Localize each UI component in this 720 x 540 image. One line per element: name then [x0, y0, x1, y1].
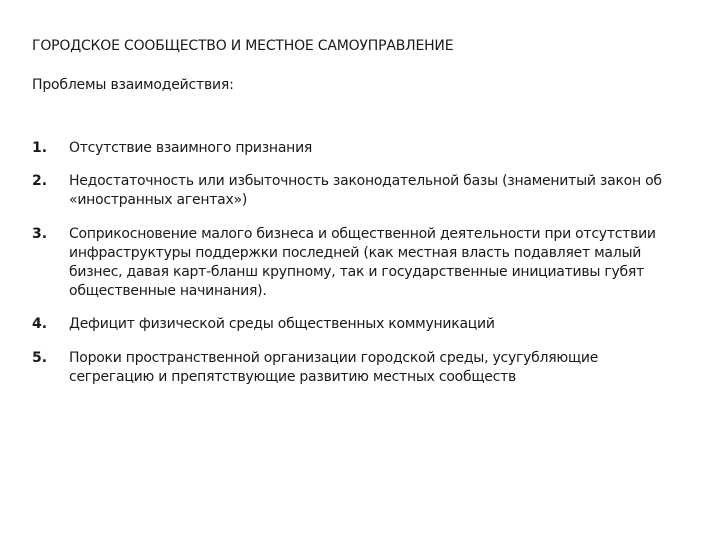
list-item [32, 315, 672, 334]
list-item-text: Недостаточность или избыточность законодательной базы (знаменитый закон об «иностранных агентах») [69, 173, 662, 209]
list-item [32, 139, 672, 158]
list-item-text: Дефицит физической среды общественных коммуникаций [69, 316, 495, 333]
list-item-text: Пороки пространственной организации городской среды, усугубляющие сегрегацию и препятствующие развитию местных сообществ [69, 349, 599, 385]
list-item-text: Отсутствие взаимного признания [69, 140, 313, 156]
list-item-text: Соприкосновение малого бизнеса и общественной деятельности при отсутствии инфраструктуры поддержки последней (как местная власть подавляет малый бизнес, давая карт-бланш крупному, так и государственные инициативы губят общественные начинания). [69, 225, 656, 300]
list-item [32, 225, 672, 302]
list-item-number: 5. [32, 349, 48, 366]
list-item [32, 172, 672, 210]
problems-list [32, 139, 672, 401]
list-item-number: 2. [32, 173, 48, 190]
subtitle: Проблемы взаимодействия: [32, 77, 234, 93]
list-item-number: 3. [32, 225, 48, 242]
list-item-number: 1. [32, 140, 48, 156]
list-item [32, 349, 672, 387]
page-title: ГОРОДСКОЕ СООБЩЕСТВО И МЕСТНОЕ САМОУПРАВЛЕНИЕ [32, 38, 454, 54]
list-item-number: 4. [32, 316, 48, 333]
